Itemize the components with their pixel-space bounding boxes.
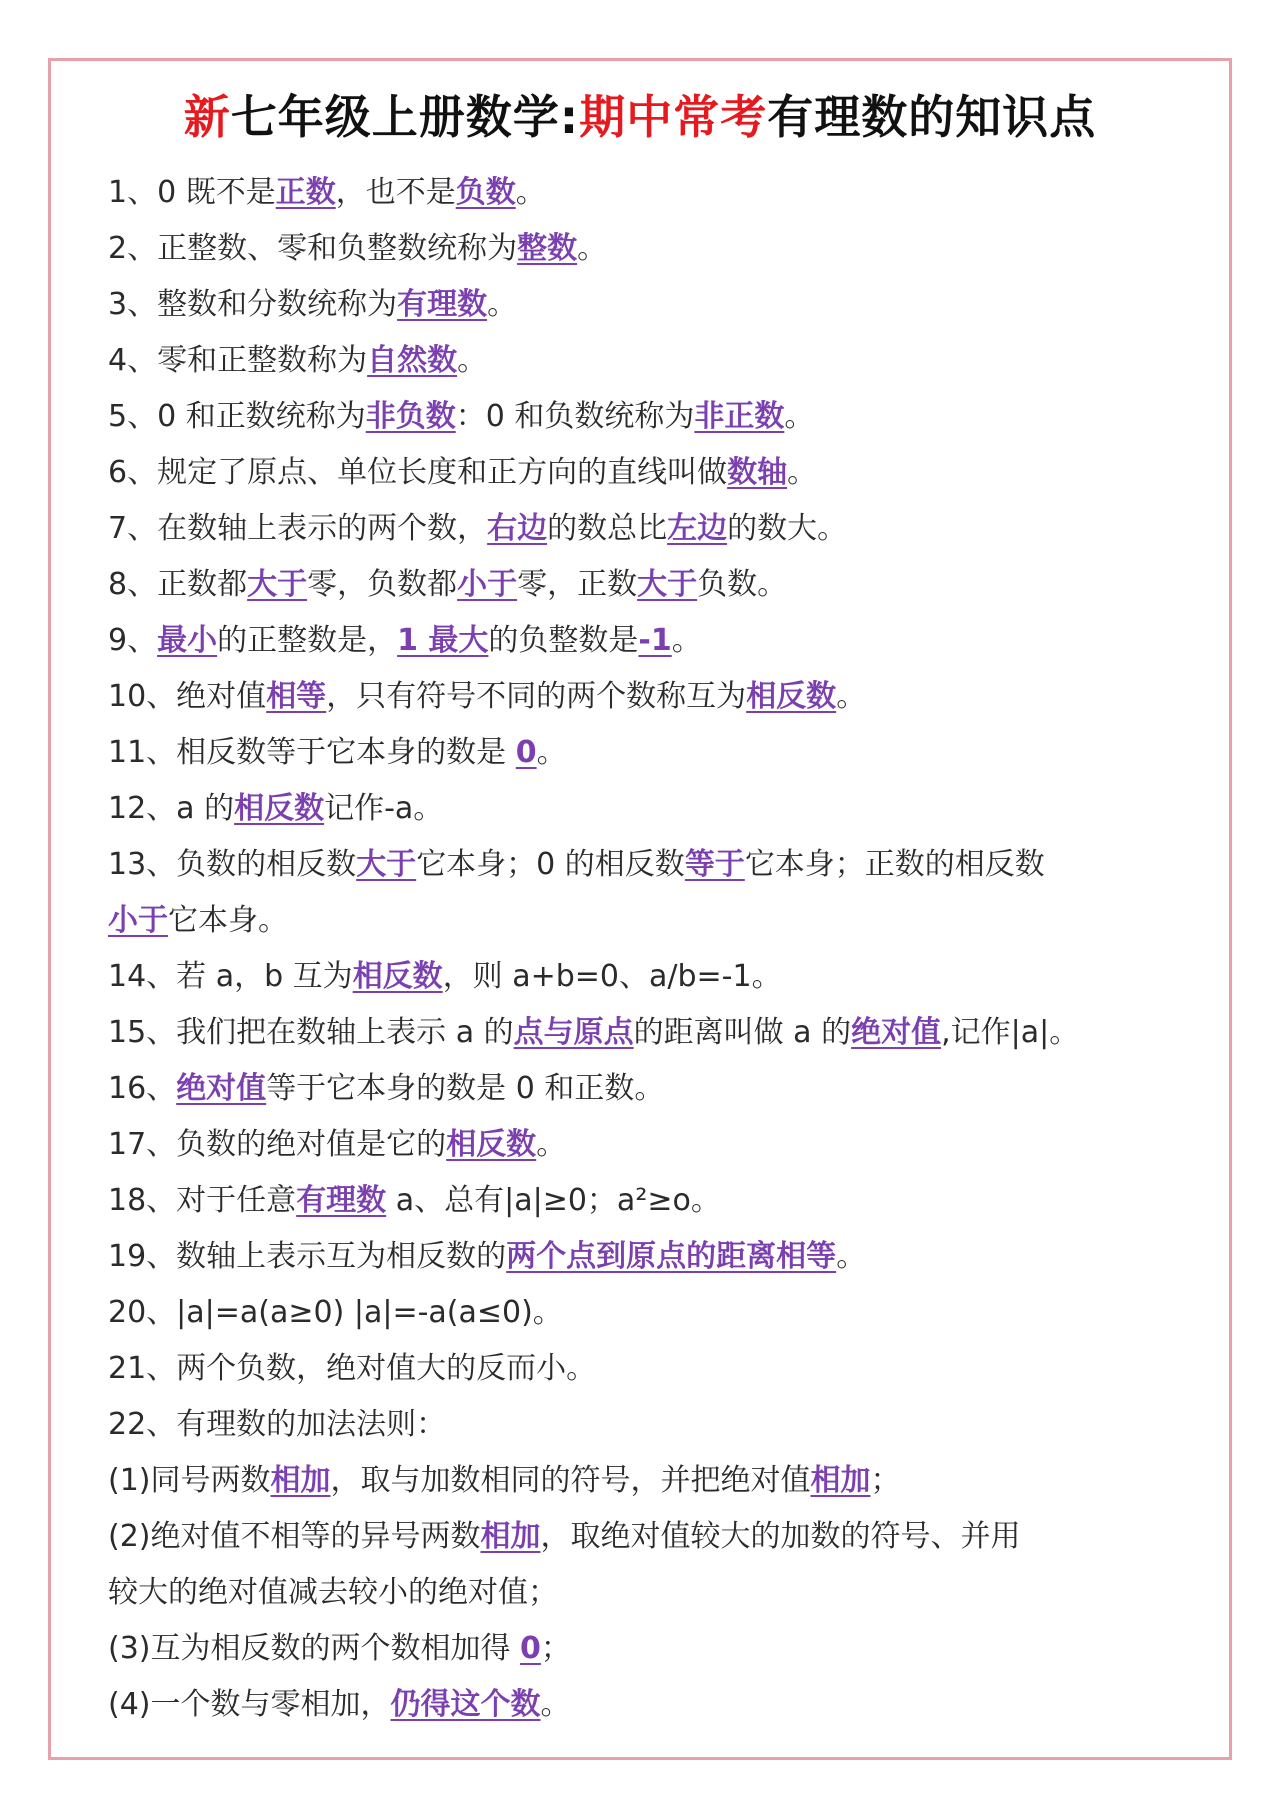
list-item xyxy=(108,725,1178,781)
answer-term: 等于 xyxy=(684,847,745,882)
line-text: 记作-a。 xyxy=(324,791,444,826)
line-text: 。 xyxy=(577,231,608,266)
line-text: 2、正整数、零和负整数统称为 xyxy=(108,231,518,266)
list-item xyxy=(108,1677,1178,1733)
line-text: (3)互为相反数的两个数相加得 xyxy=(108,1631,521,1666)
answer-term: 负数 xyxy=(455,175,516,210)
line-text: 的正整数是， xyxy=(217,623,398,658)
line-text: ； xyxy=(870,1463,901,1498)
list-item xyxy=(108,1341,1178,1397)
list-item xyxy=(108,1229,1178,1285)
line-text: 。 xyxy=(457,343,488,378)
line-text: ,记作|a|。 xyxy=(941,1015,1080,1050)
answer-term: 非正数 xyxy=(694,399,785,434)
answer-term: 1 最大 xyxy=(397,623,489,658)
title-part-exam: 期中常考 xyxy=(579,90,768,144)
line-text: 8、正数都 xyxy=(108,567,248,602)
list-item xyxy=(108,893,1178,949)
line-text: 7、在数轴上表示的两个数， xyxy=(108,511,488,546)
list-item xyxy=(108,557,1178,613)
answer-term: 0 xyxy=(520,1631,541,1666)
answer-term: 右边 xyxy=(487,511,548,546)
answer-term: 大于 xyxy=(637,567,698,602)
line-text: 零，负数都 xyxy=(307,567,458,602)
answer-term: 相反数 xyxy=(234,791,325,826)
line-text: 。 xyxy=(787,455,818,490)
line-text: 。 xyxy=(784,399,815,434)
answer-term: 小于 xyxy=(457,567,518,602)
line-text: 9、 xyxy=(108,623,158,658)
line-text: 。 xyxy=(540,1687,571,1722)
line-text: 。 xyxy=(671,623,702,658)
line-text: ； xyxy=(540,1631,571,1666)
list-item xyxy=(108,837,1178,893)
line-text: ，取绝对值较大的加数的符号、并用 xyxy=(540,1519,1021,1554)
line-text: 4、零和正整数称为 xyxy=(108,343,368,378)
line-text: 21、两个负数，绝对值大的反而小。 xyxy=(108,1351,597,1386)
answer-term: 点与原点 xyxy=(513,1015,634,1050)
list-item xyxy=(108,949,1178,1005)
line-text: (4)一个数与零相加， xyxy=(108,1687,391,1722)
line-text: 13、负数的相反数 xyxy=(108,847,357,882)
line-text: 19、数轴上表示互为相反数的 xyxy=(108,1239,507,1274)
line-text: 14、若 a，b 互为 xyxy=(108,959,353,994)
line-text: 零，正数 xyxy=(517,567,638,602)
answer-term: 自然数 xyxy=(367,343,458,378)
line-text: 负数。 xyxy=(697,567,788,602)
page-title xyxy=(0,80,1280,154)
line-text: 10、绝对值 xyxy=(108,679,267,714)
line-text: 它本身；正数的相反数 xyxy=(744,847,1045,882)
list-item xyxy=(108,1285,1178,1341)
line-text: 等于它本身的数是 0 和正数。 xyxy=(266,1071,665,1106)
line-text: 17、负数的绝对值是它的 xyxy=(108,1127,447,1162)
answer-term: 非负数 xyxy=(365,399,456,434)
answer-term: 相加 xyxy=(270,1463,331,1498)
line-text: 的距离叫做 a 的 xyxy=(633,1015,852,1050)
answer-term: 0 xyxy=(515,735,537,770)
line-text: 的数总比 xyxy=(547,511,668,546)
answer-term: 整数 xyxy=(517,231,578,266)
list-item xyxy=(108,1509,1178,1565)
line-text: (2)绝对值不相等的异号两数 xyxy=(108,1519,481,1554)
answer-term: 相反数 xyxy=(446,1127,537,1162)
list-item xyxy=(108,1453,1178,1509)
line-text: 1、0 既不是 xyxy=(108,175,276,210)
answer-term: 数轴 xyxy=(727,455,788,490)
line-text: 5、0 和正数统称为 xyxy=(108,399,366,434)
list-item xyxy=(108,1117,1178,1173)
line-text: 6、规定了原点、单位长度和正方向的直线叫做 xyxy=(108,455,728,490)
answer-term: 两个点到原点的距离相等 xyxy=(506,1239,837,1274)
list-item xyxy=(108,333,1178,389)
answer-term: 小于 xyxy=(108,903,168,938)
answer-term: 相加 xyxy=(810,1463,871,1498)
list-item xyxy=(108,1005,1178,1061)
list-item xyxy=(108,165,1178,221)
list-item xyxy=(108,669,1178,725)
line-text: 。 xyxy=(536,735,567,770)
line-text: 15、我们把在数轴上表示 a 的 xyxy=(108,1015,514,1050)
list-item xyxy=(108,221,1178,277)
answer-term: 仍得这个数 xyxy=(390,1687,541,1722)
list-item xyxy=(108,781,1178,837)
line-text: a、总有|a|≥0；a²≥o。 xyxy=(386,1183,721,1218)
answer-term: 正数 xyxy=(275,175,336,210)
line-text: 11、相反数等于它本身的数是 xyxy=(108,735,516,770)
answer-term: 绝对值 xyxy=(176,1071,267,1106)
line-text: ，也不是 xyxy=(335,175,456,210)
list-item xyxy=(108,1173,1178,1229)
list-item xyxy=(108,277,1178,333)
line-text: 。 xyxy=(515,175,546,210)
answer-term: 有理数 xyxy=(296,1183,387,1218)
title-part-new: 新 xyxy=(183,90,231,144)
answer-term: 绝对值 xyxy=(851,1015,942,1050)
title-part-grade: 七年级上册数学: xyxy=(230,90,580,144)
list-item xyxy=(108,1621,1178,1677)
line-text: 20、|a|=a(a≥0) |a|=-a(a≤0)。 xyxy=(108,1295,563,1330)
list-item xyxy=(108,501,1178,557)
line-text: 12、a 的 xyxy=(108,791,235,826)
answer-term: 左边 xyxy=(667,511,728,546)
list-item xyxy=(108,613,1178,669)
answer-term: 有理数 xyxy=(397,287,488,322)
list-item xyxy=(108,445,1178,501)
line-text: 的数大。 xyxy=(727,511,848,546)
line-text: 18、对于任意 xyxy=(108,1183,297,1218)
answer-term: 最小 xyxy=(157,623,218,658)
answer-term: 相等 xyxy=(266,679,327,714)
line-text: 。 xyxy=(487,287,518,322)
answer-term: 相反数 xyxy=(746,679,837,714)
line-text: 3、整数和分数统称为 xyxy=(108,287,398,322)
answer-term: 大于 xyxy=(247,567,308,602)
line-text: 。 xyxy=(836,1239,867,1274)
line-text: 它本身。 xyxy=(168,903,288,938)
line-text: 22、有理数的加法法则： xyxy=(108,1407,447,1442)
title-part-topic: 有理数的知识点 xyxy=(767,90,1097,144)
knowledge-list xyxy=(108,165,1178,1733)
line-text: 较大的绝对值减去较小的绝对值； xyxy=(108,1575,558,1610)
answer-term: 相加 xyxy=(480,1519,541,1554)
answer-term: -1 xyxy=(638,623,672,658)
line-text: ，取与加数相同的符号，并把绝对值 xyxy=(330,1463,811,1498)
list-item xyxy=(108,1061,1178,1117)
list-item xyxy=(108,389,1178,445)
line-text: 。 xyxy=(836,679,867,714)
line-text: ：0 和负数统称为 xyxy=(455,399,695,434)
line-text: 它本身；0 的相反数 xyxy=(416,847,685,882)
line-text: 。 xyxy=(536,1127,567,1162)
list-item xyxy=(108,1397,1178,1453)
answer-term: 大于 xyxy=(356,847,417,882)
line-text: (1)同号两数 xyxy=(108,1463,271,1498)
list-item xyxy=(108,1565,1178,1621)
line-text: ，只有符号不同的两个数称互为 xyxy=(326,679,747,714)
answer-term: 相反数 xyxy=(352,959,443,994)
line-text: ，则 a+b=0、a/b=-1。 xyxy=(442,959,782,994)
line-text: 的负整数是 xyxy=(488,623,639,658)
line-text: 16、 xyxy=(108,1071,177,1106)
